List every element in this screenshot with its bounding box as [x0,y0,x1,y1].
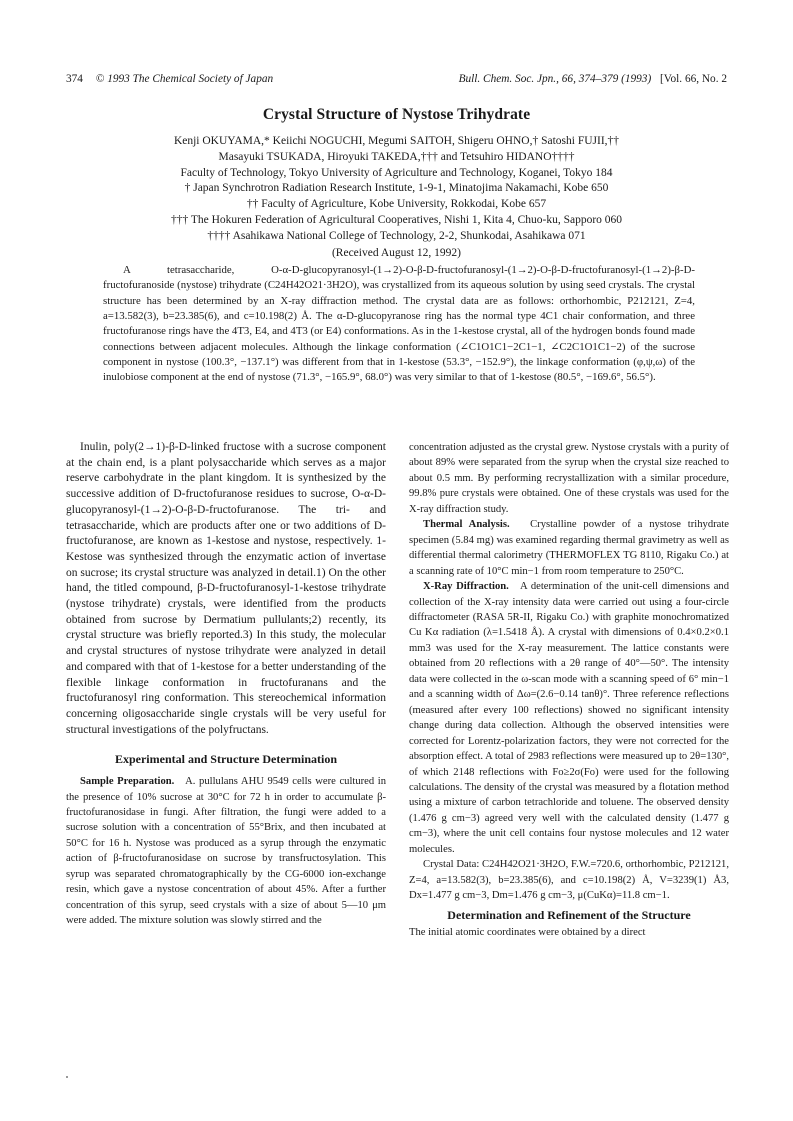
affiliation-line: Faculty of Technology, Tokyo University of Agriculture and Technology, Koganei, Tokyo 184 [180,166,613,179]
author-line: Kenji OKUYAMA,* Keiichi NOGUCHI, Megumi SAITOH, Shigeru OHNO,† Satoshi FUJII,†† [173,135,620,147]
thermal-text: Crystalline powder of a nystose trihydrate specimen (5.84 mg) was examined regarding thermal gravimetry as well as differential thermal calorimetry (THERMOFLEX TG 8110, Rigaku Co.) at a scanning rate of 10°C min−1 from room temperature to 250°C. [409,519,729,577]
continued-paragraph: concentration adjusted as the crystal grew. Nystose crystals with a purity of about 89% were separated from the syrup when the crystal size reached to about 0.5 mm. By performing recrystallization with a similar procedure, 99.8% pure crystals were obtained. One of these crystals was used for the X-ray diffraction study. [409,442,729,515]
xray-paragraph [409,579,729,857]
intro-paragraph: Inulin, poly(2→1)-β-D-linked fructose with a sucrose component at the chain end, is a plant polysaccharide which serves as a major reserve carbohydrate in the plant kingdom. It is synthesized by the successive addition of D-fructofuranose residues to sucrose, O-α-D-glucopyranosyl-(1→2)-O-β-D-fructofuranose. The tri- and tetrasaccharide, which are products after one or two additions of D-fructofuranose, are known as 1-kestose and nystose, respectively. 1-Kestose was synthesized through the enzymatic action of invertase on sucrose; its crystal structure was analyzed in detail.1) On the other hand, the titled compound, β-D-fructofuranosyl-1-kestose trihydrate (nystose trihydrate) crystals, were identified from the products obtained from sucrose by Dermatium pullulants;2) recently, its crystal structure was briefly reported.3) In this study, the molecular and crystal structures of nystose trihydrate were analyzed in detail and compared with that of 1-kestose for a better understanding of the flexible linkage conformation in fructofuranans and the fructofuranosyl ring conformation. This stereochemical information concerning oligosaccharide single crystals will be very useful for structural investigations of the polyfructans. [66,441,386,736]
abstract [103,263,695,386]
section-heading: Experimental and Structure Determination [114,752,338,767]
right-column [409,440,729,941]
volume-info: [Vol. 66, No. 2 [660,73,727,85]
affiliation-line: ††† The Hokuren Federation of Agricultural Cooperatives, Nishi 1, Kita 4, Chuo-ku, Sapporo 060 [170,213,623,226]
byline [90,134,703,261]
sample-run-in-heading: Sample Preparation. [80,776,175,788]
refinement-paragraph: The initial atomic coordinates were obtained by a direct [409,927,646,939]
left-column [66,440,386,929]
thermal-run-in-heading: Thermal Analysis. [423,519,510,531]
sample-text: A. pullulans AHU 9549 cells were cultured in the presence of 10% sucrose at 30°C for 72 h in order to accumulate β-fructofuranosidase in fungi. After filtration, the fungi were added to a sucrose solution with a concentration of 55°Brix, and then incubated at 50°C for 16 h. Nystose was produced as a syrup through the enzymatic action of β-fructofuranosidase on sucrose by transfructosylation. This syrup was separated chromatographically by the CG-6000 ion-exchange resin, which gave a nystose concentration of about 45%. After a further concentration of this syrup, seed crystals with a size of about 5—10 μm were added. The mixture solution was slowly stirred and the [66,776,386,927]
affiliation-line: †††† Asahikawa National College of Technology, 2-2, Shunkodai, Asahikawa 071 [207,229,586,242]
refinement-heading: Determination and Refinement of the Structure [447,907,691,922]
received-date: (Received August 12, 1992) [331,246,462,259]
affiliation-line: † Japan Synchrotron Radiation Research Institute, 1-9-1, Minatojima Nakamachi, Kobe 650 [184,182,609,195]
copyright-notice: © 1993 The Chemical Society of Japan [95,73,274,85]
sample-paragraph [66,774,386,929]
crystal-data-paragraph: Crystal Data: C24H42O21·3H2O, F.W.=720.6, orthorhombic, P212121, Z=4, a=13.582(3), b=23.385(6), and c=10.198(2) Å, V=3239(1) Å3, Dx=1.477 g cm−3, Dm=1.476 g cm−3, μ(CuKα)=11.8 cm−1. [409,859,729,902]
page-number: 374 [66,73,83,85]
thermal-paragraph [409,517,729,579]
xray-text: A determination of the unit-cell dimensions and collection of the X-ray intensity data were carried out using a four-circle diffractometer (RASA 5R-II, Rigaku Co.) with graphite monochromatized Cu Kα radiation (λ=1.5418 Å). A crystal with dimensions of 0.4×0.2×0.1 mm3 was used for the X-ray measurement. The lattice constants were obtained from 20 reflections with a 2θ range of 40°—50°. The intensity data were collected in the ω-scan mode with a scanning speed of 6° min−1 and a scanning width of Δω=(2.6−0.14 tanθ)°. Three reference reflections (measured after every 100 reflections) showed no significant intensity change during data collection. Although the observed intensities were corrected for Lorentz-polarization factors, they were not corrected for the absorption effect. A total of 2983 reflections were measured up to 2θ=130°, of which 2148 reflections with Fo≥2σ(Fo) were used for the following calculations. The density of the crystal was measured by a flotation method using a mixture of carbon tetrachloride and toluene. The observed density (1.476 g cm−3) agreed very well with the calculated density (1.477 g cm−3), where the unit cell contains four nystose molecules and 12 water molecules. [409,581,729,855]
author-line: Masayuki TSUKADA, Hiroyuki TAKEDA,††† and Tetsuhiro HIDANO†††† [218,150,575,163]
running-header [66,71,727,87]
scan-speck [66,1076,68,1078]
affiliation-line: †† Faculty of Agriculture, Kobe University, Rokkodai, Kobe 657 [246,198,547,211]
xray-run-in-heading: X-Ray Diffraction. [423,581,509,593]
journal-citation: Bull. Chem. Soc. Jpn., 66, 374–379 (1993) [458,73,652,85]
abstract-text: A tetrasaccharide, O-α-D-glucopyranosyl-(1→2)-O-β-D-fructofuranosyl-(1→2)-O-β-D-fructofuranosyl-(1→2)-β-D-fructofuranoside (nystose) trihydrate (C24H42O21·3H2O), was crystallized from its aqueous solution by using seed crystals. The crystal structure has been determined by an X-ray diffraction method. The crystal data are as follows: orthorhombic, P212121, Z=4, a=13.582(3), b=23.385(6), and c=10.198(2) Å. The α-D-glucopyranose ring has the normal type 4C1 chair conformation, and three fructofuranose rings have the 4T3, E4, and 4T3 (or E4) conformations. As in the 1-kestose crystal, all of the hydrogen bonds found made connections between adjacent molecules. Although the linkage conformation (∠C1O1C1−2C1−1, ∠C2C1O1C1−2) of the sucrose component in nystose (100.3°, −137.1°) was different from that in 1-kestose (53.3°, −152.9°), the linkage conformation (φ,ψ,ω) of the inulobiose component at the end of nystose (71.3°, −165.9°, 68.0°) was very similar to that of 1-kestose (80.5°, −169.6°, 56.5°). [103,264,695,384]
paper-title: Crystal Structure of Nystose Trihydrate [262,106,531,123]
